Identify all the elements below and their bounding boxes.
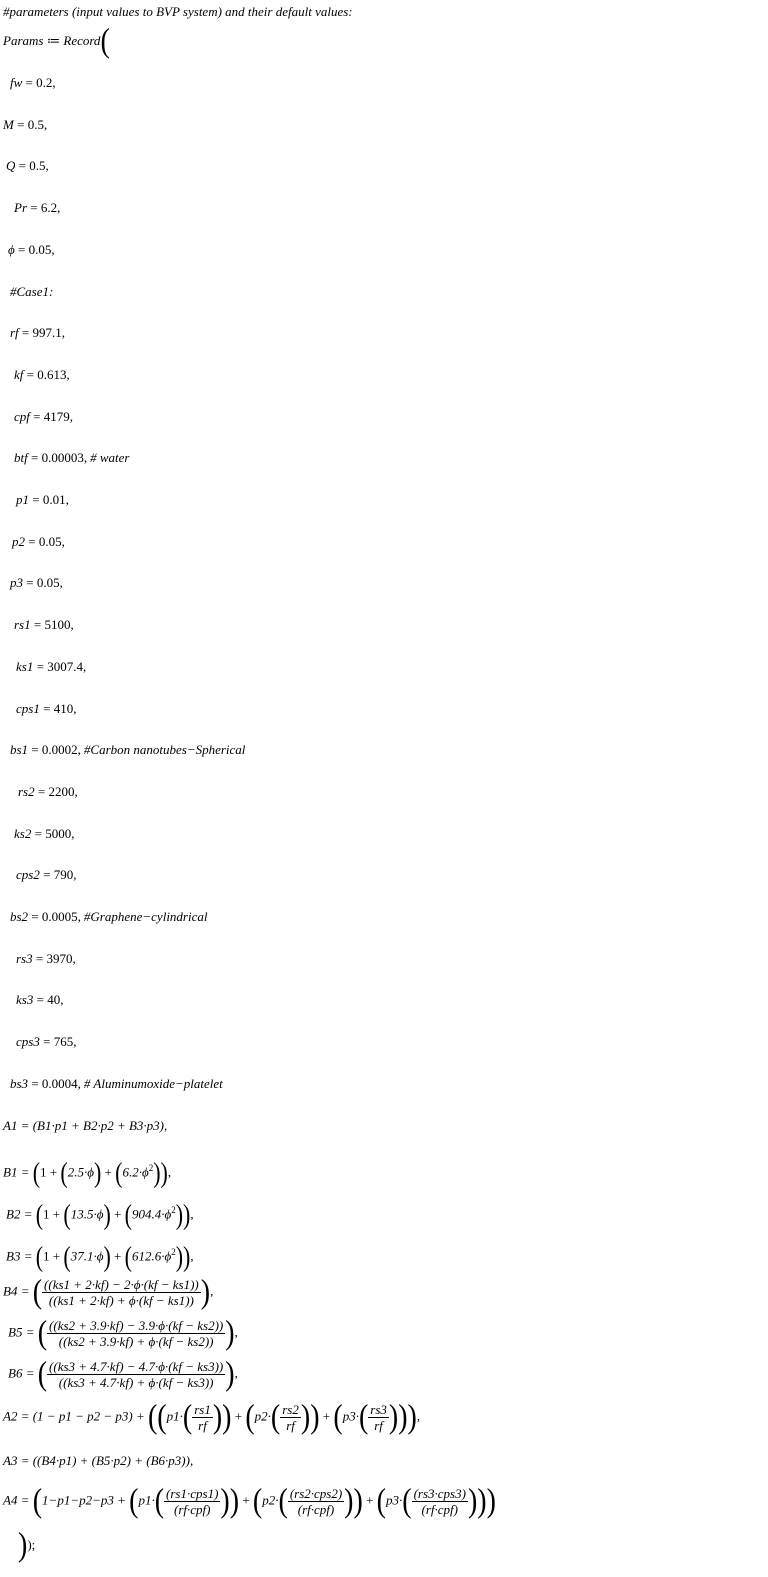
param-line: [16, 950, 76, 968]
b4-denominator: ((ks1 + 2·kf) + ϕ·(kf − ks1)): [48, 1293, 194, 1308]
param-name: ϕ: [8, 242, 15, 257]
param-value: 0.0005,: [41, 909, 81, 924]
param-name: p3: [10, 575, 23, 590]
param-name: bs1: [10, 742, 29, 757]
formula-b1: $B1 = (1 + (2.5\cdot\phi) + (6.2\cdot\phi^2))$,: [3, 1156, 172, 1189]
equals-sign: =: [32, 951, 47, 966]
param-value: 997.1,: [32, 325, 66, 340]
param-name: fw: [10, 75, 23, 90]
a2-t1: p1·: [166, 1408, 183, 1424]
param-note: #Graphene−cylindrical: [83, 909, 208, 924]
param-line: [10, 741, 245, 759]
a4-lhs: A4 =: [3, 1492, 30, 1508]
b6-numerator: ((ks3 + 4.7·kf) − 4.7·ϕ·(kf − ks3)): [49, 1359, 224, 1374]
equals-sign: =: [14, 242, 29, 257]
equals-sign: =: [22, 75, 37, 90]
equals-sign: =: [34, 784, 49, 799]
param-name: p2: [12, 534, 25, 549]
equals-sign: =: [39, 701, 54, 716]
equals-sign: =: [39, 867, 54, 882]
formula-b2: $B2 = (1 + (13.5\cdot\phi) + (904.4\cdot\phi^2))$,: [6, 1198, 194, 1231]
param-line: [16, 658, 86, 676]
param-line: [16, 1033, 76, 1051]
param-name: cps3: [16, 1034, 40, 1049]
b3-term-a: 37.1·ϕ: [70, 1248, 104, 1264]
a4-frac3: [412, 1486, 468, 1517]
param-value: 0.613,: [37, 367, 70, 382]
a2-d2: rf: [286, 1418, 295, 1433]
a2-lhs: A2 = (1 − p1 − p2 − p3) +: [3, 1408, 145, 1424]
param-name: bs2: [10, 909, 29, 924]
a2-frac3: [368, 1402, 389, 1433]
b2-lhs: B2 =: [6, 1206, 33, 1222]
equals-sign: =: [39, 1034, 54, 1049]
param-line: [14, 366, 70, 384]
b6-lhs: B6 =: [8, 1365, 35, 1381]
a2-d1: rf: [198, 1418, 207, 1433]
param-line: [10, 574, 63, 592]
param-name: M: [3, 117, 14, 132]
equals-sign: =: [27, 450, 42, 465]
param-line: [16, 491, 69, 509]
equals-sign: =: [30, 617, 45, 632]
param-value: 2200,: [48, 784, 78, 799]
param-name: cpf: [14, 409, 30, 424]
equals-sign: =: [23, 575, 37, 590]
equals-sign: =: [25, 534, 39, 549]
equals-sign: =: [18, 325, 33, 340]
param-note: # Aluminumoxide−platelet: [83, 1076, 223, 1091]
param-value: 765,: [53, 1034, 77, 1049]
param-comment: [10, 283, 53, 301]
a4-n2: (rs2·cps2): [289, 1486, 343, 1501]
param-value: 4179,: [43, 409, 73, 424]
param-value: 40,: [47, 992, 64, 1007]
a2-d3: rf: [374, 1418, 383, 1433]
param-name: ks3: [16, 992, 34, 1007]
formula-b4: B4 = ( $\frac{((ks1 + 2\cdot kf) - 2\cdot\phi\cdot(kf - ks1))}{((ks1 + 2\cdot kf) + \phi\cdot(kf - ks1))}$ ),: [3, 1273, 214, 1311]
param-line: [14, 616, 74, 634]
param-value: 0.05,: [28, 242, 55, 257]
formula-a1: A1 = (B1·p1 + B2·p2 + B3·p3),: [3, 1118, 168, 1133]
formula-a3: A3 = ((B4·p1) + (B5·p2) + (B6·p3)),: [3, 1453, 194, 1468]
param-line: [8, 241, 55, 259]
a2-frac1: [192, 1402, 213, 1433]
param-name: kf: [14, 367, 24, 382]
param-name: Q: [6, 158, 16, 173]
param-value: 0.05,: [38, 534, 65, 549]
param-name: cps2: [16, 867, 40, 882]
b5-numerator: ((ks2 + 3.9·kf) − 3.9·ϕ·(kf − ks2)): [49, 1318, 224, 1333]
equals-sign: =: [28, 742, 42, 757]
b6-denominator: ((ks3 + 4.7·kf) + ϕ·(kf − ks3)): [58, 1375, 214, 1390]
equals-sign: =: [27, 200, 41, 215]
param-name: rs2: [18, 784, 35, 799]
open-paren: (: [100, 22, 110, 61]
b1-term-b: 6.2·ϕ: [122, 1164, 149, 1180]
a2-frac2: [280, 1402, 301, 1433]
param-line: [10, 908, 207, 926]
b2-term-b: 904.4·ϕ: [131, 1206, 172, 1222]
a4-d2: (rf·cpf): [297, 1502, 335, 1517]
param-line: [14, 449, 129, 467]
a4-frac1: [164, 1486, 220, 1517]
param-value: 0.2,: [36, 75, 56, 90]
param-value: 790,: [53, 867, 77, 882]
param-note: #Carbon nanotubes−Spherical: [83, 742, 246, 757]
param-line: [16, 866, 76, 884]
param-line: [10, 1075, 223, 1093]
formula-b3: $B3 = (1 + (37.1\cdot\phi) + (612.6\cdot\phi^2))$,: [6, 1240, 194, 1273]
a2-t3: p3·: [342, 1408, 359, 1424]
param-value: 0.5,: [27, 117, 48, 132]
param-value: 5100,: [44, 617, 74, 632]
equals-sign: =: [13, 117, 28, 132]
param-name: p1: [16, 492, 29, 507]
param-line: [12, 533, 65, 551]
a4-n1: (rs1·cps1): [166, 1486, 219, 1501]
param-name: bs3: [10, 1076, 29, 1091]
a4-head: 1−p1−p2−p3 +: [42, 1492, 126, 1508]
a2-n1: rs1: [194, 1402, 211, 1417]
b1-lhs: B1 =: [3, 1164, 30, 1180]
b2-term-a: 13.5·ϕ: [70, 1206, 104, 1222]
equals-sign: =: [33, 992, 48, 1007]
equals-sign: =: [31, 826, 46, 841]
a2-t2: p2·: [254, 1408, 271, 1424]
b4-fraction: [42, 1277, 201, 1308]
b4-lhs: B4 =: [3, 1283, 30, 1299]
a2-n2: rs2: [282, 1402, 299, 1417]
param-name: cps1: [16, 701, 40, 716]
record-close-text: );: [27, 1537, 36, 1552]
record-head: [3, 22, 110, 61]
formula-b6: B6 = ( $\frac{((ks3 + 4.7\cdot kf) - 4.7\cdot\phi\cdot(kf - ks3))}{((ks3 + 4.7\cdot kf) + \phi\cdot(kf - ks3))}$ ),: [8, 1355, 238, 1393]
a4-t1: p1·: [138, 1492, 155, 1508]
b5-fraction: [47, 1318, 225, 1349]
a4-n3: (rs3·cps3): [413, 1486, 466, 1501]
param-line: [6, 157, 49, 175]
param-name: rs1: [14, 617, 31, 632]
equals-sign: =: [29, 409, 44, 424]
equals-sign: =: [29, 492, 43, 507]
equals-sign: =: [28, 909, 42, 924]
param-value: 0.5,: [29, 158, 49, 173]
formula-a2: A2 = (1 − p1 − p2 − p3) + ((p1·( $\frac{rs1}{rf}$ )) + (p2·( $\frac{rs2}{rf}$ )) + (p3·( $\frac{rs3}{rf}$ ))),: [3, 1398, 421, 1436]
param-line: [18, 783, 78, 801]
param-value: 5000,: [45, 826, 75, 841]
a2-n3: rs3: [370, 1402, 387, 1417]
param-value: 0.0002,: [41, 742, 81, 757]
param-note: # water: [90, 450, 130, 465]
param-line: [16, 991, 63, 1009]
param-value: 3970,: [46, 951, 76, 966]
param-line: [14, 199, 60, 217]
formula-b5: B5 = ( $\frac{((ks2 + 3.9\cdot kf) - 3.9\cdot\phi\cdot(kf - ks2))}{((ks2 + 3.9\cdot kf) + \phi\cdot(kf - ks2))}$ ),: [8, 1314, 238, 1352]
b3-lhs: B3 =: [6, 1248, 33, 1264]
b3-term-b: 612.6·ϕ: [131, 1248, 172, 1264]
record-close: ));: [18, 1526, 36, 1565]
record-head-text: Params ≔ Record: [3, 33, 101, 48]
b6-fraction: [47, 1359, 225, 1390]
param-line: [10, 324, 65, 342]
param-name: btf: [14, 450, 28, 465]
param-name: rf: [10, 325, 19, 340]
param-line: [14, 408, 73, 426]
param-value: 410,: [53, 701, 77, 716]
param-name: Pr: [14, 200, 27, 215]
a4-d3: (rf·cpf): [421, 1502, 458, 1517]
formula-a4: A4 = (1−p1−p2−p3 + (p1·( $\frac{\text{(rs1·cps1)}}{\text{(rf·cpf)}}$ )) + (p2·( $\frac{\text{(rs2·cps2)}}{\text{(rf·cpf)}}$ )) + (p3·( $\frac{\text{(rs3·cps3)}}{\text{(rf·cpf)}}$ ))): [3, 1482, 496, 1520]
param-value: 0.00003,: [41, 450, 88, 465]
a4-t3: p3·: [386, 1492, 403, 1508]
b5-denominator: ((ks2 + 3.9·kf) + ϕ·(kf − ks2)): [58, 1334, 214, 1349]
param-comment-text: #Case1:: [10, 284, 54, 299]
b1-term-a: 2.5·ϕ: [67, 1164, 94, 1180]
equals-sign: =: [33, 659, 48, 674]
param-name: ks1: [16, 659, 34, 674]
param-value: 0.0004,: [41, 1076, 81, 1091]
param-value: 0.01,: [42, 492, 69, 507]
param-value: 0.05,: [36, 575, 63, 590]
header-comment: #parameters (input values to BVP system) and their default values:: [3, 4, 353, 19]
param-value: 3007.4,: [47, 659, 87, 674]
param-line: [14, 825, 74, 843]
equals-sign: =: [15, 158, 30, 173]
a4-frac2: [288, 1486, 344, 1517]
param-value: 6.2,: [40, 200, 61, 215]
param-line: [10, 74, 56, 92]
a4-d1: (rf·cpf): [173, 1502, 211, 1517]
a4-t2: p2·: [262, 1492, 279, 1508]
b4-numerator: ((ks1 + 2·kf) − 2·ϕ·(kf − ks1)): [44, 1277, 199, 1292]
b5-lhs: B5 =: [8, 1324, 35, 1340]
param-line: [3, 116, 47, 134]
equals-sign: =: [28, 1076, 42, 1091]
param-name: rs3: [16, 951, 33, 966]
param-name: ks2: [14, 826, 32, 841]
param-line: [16, 700, 76, 718]
equals-sign: =: [23, 367, 38, 382]
